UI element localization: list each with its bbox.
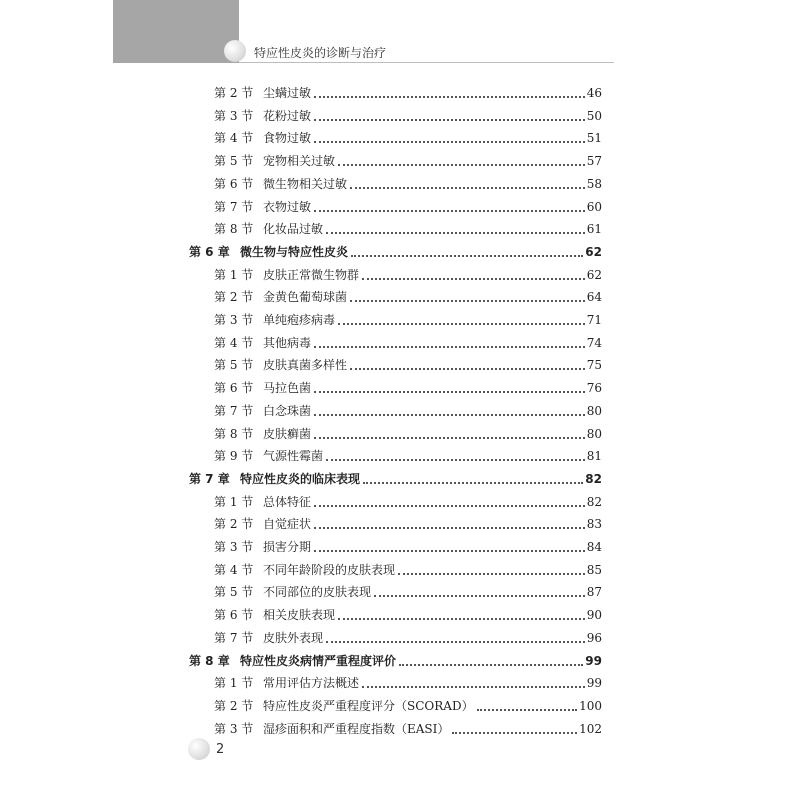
- toc-entry-page: 99: [586, 676, 602, 691]
- toc-entry-title: 皮肤正常微生物群: [263, 267, 360, 282]
- toc-entry-number: 第 2 节: [214, 290, 254, 305]
- toc-entry-number: 第 1 节: [214, 676, 254, 691]
- toc-dot-leader: [314, 141, 585, 143]
- toc-section-row[interactable]: [0, 557, 800, 577]
- toc-chapter-row[interactable]: [0, 466, 800, 486]
- toc-entry-page: 76: [586, 381, 602, 396]
- toc-entry-page: 80: [586, 426, 602, 441]
- toc-dot-leader: [398, 573, 585, 575]
- toc-entry-number: 第 1 节: [214, 494, 254, 509]
- toc-dot-leader: [350, 368, 585, 370]
- toc-entry-page: 61: [586, 222, 602, 237]
- toc-chapter-row[interactable]: [0, 239, 800, 259]
- toc-entry-page: 62: [586, 267, 602, 282]
- toc-entry-number: 第 7 节: [214, 199, 254, 214]
- toc-section-row[interactable]: [0, 579, 800, 599]
- toc-entry-number: 第 9 节: [214, 449, 254, 464]
- toc-section-row[interactable]: [0, 670, 800, 690]
- header-rule: [239, 62, 614, 63]
- toc-entry-page: 75: [586, 358, 602, 373]
- toc-dot-leader: [326, 641, 585, 643]
- toc-entry-number: 第 4 节: [214, 335, 254, 350]
- toc-entry-title: 气源性霉菌: [263, 449, 324, 464]
- toc-entry-page: 100: [579, 698, 602, 713]
- toc-section-row[interactable]: [0, 398, 800, 418]
- toc-entry-title: 化妆品过敏: [263, 222, 324, 237]
- toc-section-row[interactable]: [0, 625, 800, 645]
- footer-circle-icon: [188, 738, 210, 760]
- toc-entry-number: 第 2 节: [214, 86, 254, 100]
- toc-dot-leader: [314, 96, 585, 98]
- toc-dot-leader: [338, 164, 585, 166]
- toc-section-row[interactable]: [0, 171, 800, 191]
- toc-entry-page: 85: [586, 562, 602, 577]
- toc-entry-number: 第 7 章: [189, 471, 230, 486]
- toc-dot-leader: [399, 664, 583, 666]
- toc-section-row[interactable]: [0, 534, 800, 554]
- toc-entry-title: 特应性皮炎病情严重程度评价: [240, 653, 397, 668]
- toc-entry-number: 第 4 节: [214, 131, 254, 146]
- toc-entry-page: 83: [586, 517, 602, 532]
- toc-dot-leader: [314, 550, 585, 552]
- toc-entry-title: 食物过敏: [263, 131, 312, 146]
- toc-entry-title: 白念珠菌: [263, 403, 312, 418]
- toc-entry-page: 81: [586, 449, 602, 464]
- toc-entry-page: 80: [586, 403, 602, 418]
- toc-section-row[interactable]: [0, 194, 800, 214]
- toc-entry-number: 第 5 节: [214, 358, 254, 373]
- toc-entry-number: 第 7 节: [214, 630, 254, 645]
- toc-entry-title: 相关皮肤表现: [263, 608, 336, 623]
- toc-dot-leader: [362, 686, 585, 688]
- toc-entry-title: 马拉色菌: [263, 381, 312, 396]
- toc-section-row[interactable]: [0, 602, 800, 622]
- toc-dot-leader: [314, 505, 585, 507]
- toc-section-row[interactable]: [0, 284, 800, 304]
- toc-chapter-row[interactable]: [0, 648, 800, 668]
- toc-entry-title: 皮肤外表现: [263, 630, 324, 645]
- toc-section-row[interactable]: [0, 103, 800, 123]
- toc-dot-leader: [351, 255, 583, 257]
- toc-dot-leader: [362, 278, 585, 280]
- toc-entry-title: 尘螨过敏: [263, 86, 312, 100]
- toc-entry-page: 82: [586, 494, 602, 509]
- toc-dot-leader: [374, 595, 585, 597]
- header-gray-block: [113, 0, 239, 63]
- toc-dot-leader: [314, 414, 585, 416]
- toc-dot-leader: [338, 618, 585, 620]
- toc-entry-number: 第 6 节: [214, 608, 254, 623]
- toc-entry-number: 第 3 节: [214, 540, 254, 554]
- toc-entry-page: 58: [586, 176, 602, 191]
- toc-section-row[interactable]: [0, 148, 800, 168]
- toc-dot-leader: [314, 391, 585, 393]
- toc-dot-leader: [314, 119, 585, 121]
- toc-entry-title: 不同部位的皮肤表现: [263, 585, 372, 600]
- toc-entry-title: 总体特征: [263, 494, 312, 509]
- toc-entry-title: 湿疹面积和严重程度指数（EASI）: [263, 721, 450, 736]
- toc-entry-number: 第 3 节: [214, 108, 254, 123]
- toc-entry-title: 金黄色葡萄球菌: [263, 290, 348, 305]
- toc-entry-title: 单纯疱疹病毒: [263, 313, 336, 327]
- toc-entry-number: 第 6 章: [189, 244, 230, 259]
- toc-entry-page: 50: [586, 108, 602, 123]
- toc-entry-page: 51: [586, 131, 602, 146]
- toc-section-row[interactable]: [0, 307, 800, 327]
- toc-entry-number: 第 8 节: [214, 426, 254, 441]
- toc-section-row[interactable]: [0, 352, 800, 372]
- toc-section-row[interactable]: [0, 443, 800, 463]
- toc-entry-title: 特应性皮炎严重程度评分（SCORAD）: [263, 698, 474, 713]
- toc-entry-title: 花粉过敏: [263, 108, 312, 123]
- toc-entry-title: 微生物与特应性皮炎: [240, 244, 349, 259]
- toc-entry-title: 皮肤真菌多样性: [263, 358, 348, 373]
- toc-entry-number: 第 3 节: [214, 313, 254, 327]
- toc-entry-number: 第 8 节: [214, 222, 254, 237]
- toc-dot-leader: [477, 709, 578, 711]
- toc-entry-number: 第 4 节: [214, 562, 254, 577]
- toc-dot-leader: [314, 527, 585, 529]
- toc-entry-number: 第 2 节: [214, 698, 254, 713]
- toc-entry-page: 87: [586, 585, 602, 600]
- toc-entry-page: 99: [585, 653, 602, 668]
- toc-entry-number: 第 6 节: [214, 176, 254, 191]
- toc-entry-page: 102: [579, 721, 602, 736]
- toc-entry-page: 57: [586, 154, 602, 169]
- toc-section-row[interactable]: [0, 716, 800, 736]
- toc-entry-page: 62: [585, 244, 602, 259]
- toc-entry-number: 第 6 节: [214, 381, 254, 396]
- toc-entry-page: 60: [586, 199, 602, 214]
- toc-dot-leader: [314, 437, 585, 439]
- toc-entry-page: 84: [586, 540, 602, 554]
- toc-entry-page: 82: [585, 471, 602, 486]
- toc-section-row[interactable]: [0, 375, 800, 395]
- toc-entry-title: 特应性皮炎的临床表现: [240, 471, 361, 486]
- toc-entry-title: 常用评估方法概述: [263, 676, 360, 691]
- toc-entry-page: 46: [586, 86, 602, 100]
- toc-section-row[interactable]: [0, 330, 800, 350]
- toc-section-row[interactable]: [0, 693, 800, 713]
- toc-dot-leader: [314, 210, 585, 212]
- toc-entry-title: 其他病毒: [263, 335, 312, 350]
- header-circle-icon: [224, 40, 246, 62]
- toc-entry-page: 71: [586, 313, 602, 327]
- toc-entry-title: 不同年龄阶段的皮肤表现: [263, 562, 396, 577]
- toc-section-row[interactable]: [0, 216, 800, 236]
- toc-entry-title: 宠物相关过敏: [263, 154, 336, 169]
- toc-dot-leader: [350, 300, 585, 302]
- toc-dot-leader: [338, 323, 585, 325]
- toc-entry-title: 损害分期: [263, 540, 312, 554]
- toc-entry-number: 第 3 节: [214, 721, 254, 736]
- toc-dot-leader: [350, 187, 585, 189]
- toc-entry-title: 微生物相关过敏: [263, 176, 348, 191]
- toc-entry-number: 第 5 节: [214, 154, 254, 169]
- toc-entry-number: 第 8 章: [189, 653, 230, 668]
- toc-section-row[interactable]: [0, 421, 800, 441]
- toc-entry-number: 第 2 节: [214, 517, 254, 532]
- toc-section-row[interactable]: [0, 511, 800, 531]
- toc-dot-leader: [314, 346, 585, 348]
- page-number: 2: [216, 742, 225, 757]
- toc-entry-page: 74: [586, 335, 602, 350]
- toc-entry-number: 第 7 节: [214, 403, 254, 418]
- running-header-title: 特应性皮炎的诊断与治疗: [254, 46, 387, 60]
- toc-dot-leader: [326, 459, 585, 461]
- toc-dot-leader: [452, 732, 577, 734]
- toc-entry-page: 64: [586, 290, 602, 305]
- toc-dot-leader: [326, 232, 585, 234]
- toc-section-row[interactable]: [0, 80, 800, 100]
- toc-entry-number: 第 5 节: [214, 585, 254, 600]
- toc-entry-number: 第 1 节: [214, 267, 254, 282]
- toc-dot-leader: [363, 482, 583, 484]
- toc-section-row[interactable]: [0, 125, 800, 145]
- toc-entry-title: 皮肤癣菌: [263, 426, 312, 441]
- toc-entry-title: 自觉症状: [263, 517, 312, 532]
- toc-entry-title: 衣物过敏: [263, 199, 312, 214]
- toc-section-row[interactable]: [0, 262, 800, 282]
- toc-section-row[interactable]: [0, 489, 800, 509]
- toc-entry-page: 90: [586, 608, 602, 623]
- toc-entry-page: 96: [586, 630, 602, 645]
